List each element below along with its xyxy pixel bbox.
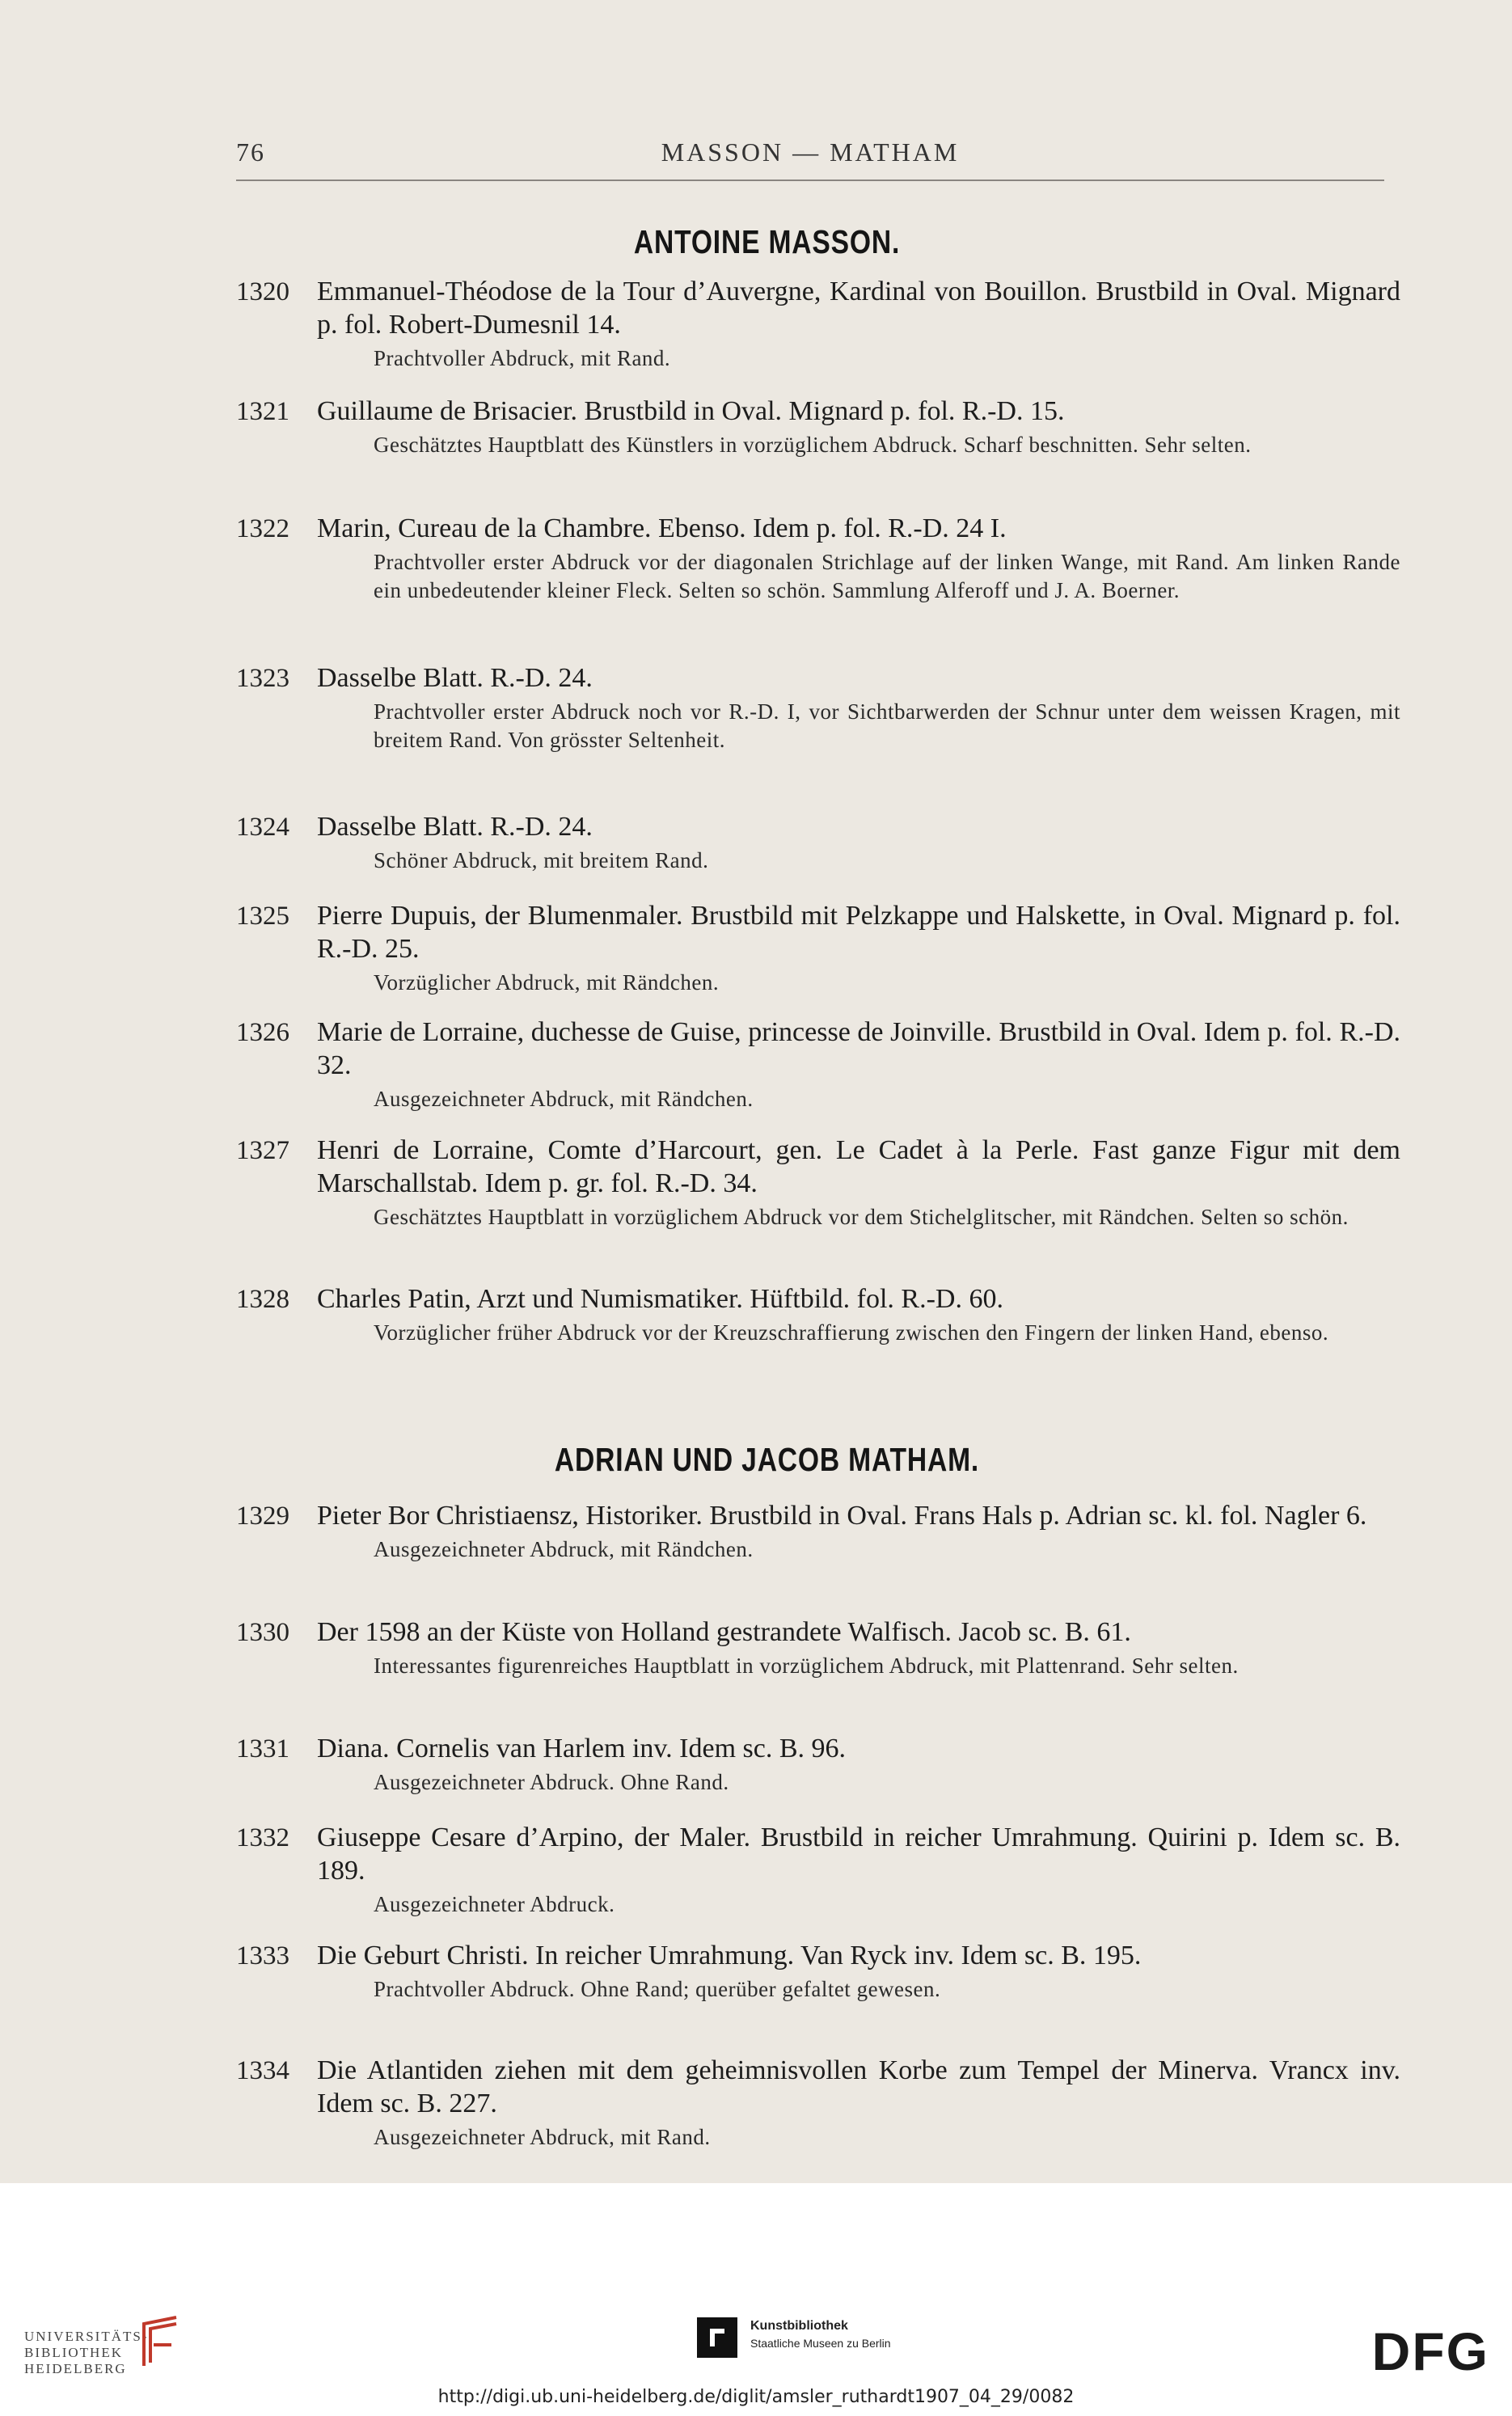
entry-note: Prachtvoller Abdruck. Ohne Rand; querüber gefaltet gewesen. xyxy=(374,1977,941,2001)
section-title-matham: ADRIAN UND JACOB MATHAM. xyxy=(554,1441,980,1478)
catalog-entry xyxy=(236,810,1400,875)
entry-note: Ausgezeichneter Abdruck, mit Rand. xyxy=(374,2125,711,2149)
entry-number: 1328 xyxy=(236,1285,289,1314)
university-logo-icon[interactable] xyxy=(136,2313,184,2374)
entry-text: Der 1598 an der Küste von Holland gestrandete Walfisch. Jacob sc. B. 61. xyxy=(317,1617,1131,1647)
catalog-entry xyxy=(236,395,1400,459)
entry-note: Ausgezeichneter Abdruck, mit Rändchen. xyxy=(374,1537,754,1561)
entry-note: Prachtvoller erster Abdruck vor der diagonalen Strichlage auf der linken Wange, mit Rand. Am linken Rande ein unbedeutender kleiner Fleck. Selten so schön. Sammlung Alferoff und J. A. Boerner. xyxy=(374,550,1400,602)
catalog-entry xyxy=(236,1016,1400,1113)
entry-number: 1324 xyxy=(236,813,289,842)
catalog-entry xyxy=(236,512,1400,605)
section-title-masson: ANTOINE MASSON. xyxy=(633,223,901,260)
entry-number: 1330 xyxy=(236,1618,289,1647)
entry-number: 1325 xyxy=(236,902,289,931)
running-title: MASSON — MATHAM xyxy=(661,137,960,167)
entry-text: Die Atlantiden ziehen mit dem geheimnisvollen Korbe zum Tempel der Minerva. Vrancx inv. Idem sc. B. 227. xyxy=(317,2055,1400,2118)
entry-text: Die Geburt Christi. In reicher Umrahmung. Van Ryck inv. Idem sc. B. 195. xyxy=(317,1941,1142,1970)
entry-number: 1334 xyxy=(236,2056,289,2085)
university-line: BIBLIOTHEK xyxy=(24,2345,123,2360)
entry-note: Ausgezeichneter Abdruck. Ohne Rand. xyxy=(374,1770,729,1794)
catalog-entry xyxy=(236,1134,1400,1231)
entry-note: Ausgezeichneter Abdruck. xyxy=(374,1892,615,1916)
entry-text: Marie de Lorraine, duchesse de Guise, princesse de Joinville. Brustbild in Oval. Idem p. fol. R.-D. 32. xyxy=(317,1017,1400,1080)
entry-note: Ausgezeichneter Abdruck, mit Rändchen. xyxy=(374,1087,754,1111)
catalog-entry xyxy=(236,1732,1400,1797)
catalog-entry xyxy=(236,899,1400,997)
running-head xyxy=(236,137,1384,176)
entry-text: Emmanuel-Théodose de la Tour d’Auvergne, Kardinal von Bouillon. Brustbild in Oval. Mignard p. fol. Robert-Dumesnil 14. xyxy=(317,277,1400,340)
library-name: Kunstbibliothek xyxy=(750,2319,848,2333)
entry-note: Geschätztes Hauptblatt in vorzüglichem Abdruck vor dem Stichelglitscher, mit Rändchen. Selten so schön. xyxy=(374,1205,1349,1229)
entry-number: 1322 xyxy=(236,514,289,543)
entry-number: 1332 xyxy=(236,1823,289,1852)
entry-number: 1333 xyxy=(236,1941,289,1970)
entry-number: 1323 xyxy=(236,664,289,693)
entry-note: Prachtvoller erster Abdruck noch vor R.-D. I, vor Sichtbarwerden der Schnur unter dem weissen Kragen, mit breitem Rand. Von grösster Seltenheit. xyxy=(374,699,1400,752)
entry-note: Vorzüglicher früher Abdruck vor der Kreuzschraffierung zwischen den Fingern der linken Hand, ebenso. xyxy=(374,1320,1329,1345)
page-url[interactable]: http://digi.ub.uni-heidelberg.de/diglit/amsler_ruthardt1907_04_29/0082 xyxy=(437,2387,1075,2407)
entry-text: Pieter Bor Christiaensz, Historiker. Brustbild in Oval. Frans Hals p. Adrian sc. kl. fol. Nagler 6. xyxy=(317,1501,1367,1531)
viewer-footer-bar xyxy=(0,2183,1512,2416)
catalog-entry xyxy=(236,2054,1400,2152)
entry-number: 1326 xyxy=(236,1018,289,1047)
catalog-entry xyxy=(236,661,1400,754)
entry-text: Diana. Cornelis van Harlem inv. Idem sc. B. 96. xyxy=(317,1734,847,1763)
university-line: UNIVERSITÄTS- xyxy=(24,2329,149,2344)
dfg-logo[interactable]: DFG xyxy=(1371,2321,1489,2381)
entry-text: Dasselbe Blatt. R.-D. 24. xyxy=(317,812,593,842)
kunstbibliothek-logo-icon[interactable] xyxy=(697,2317,737,2358)
catalog-entry xyxy=(236,275,1400,373)
header-rule xyxy=(236,180,1384,181)
catalog-entry xyxy=(236,1821,1400,1919)
entry-note: Interessantes figurenreiches Hauptblatt in vorzüglichem Abdruck, mit Plattenrand. Sehr selten. xyxy=(374,1654,1239,1678)
entry-text: Guillaume de Brisacier. Brustbild in Oval. Mignard p. fol. R.-D. 15. xyxy=(317,396,1065,426)
entry-number: 1331 xyxy=(236,1734,289,1763)
entry-note: Geschätztes Hauptblatt des Künstlers in vorzüglichem Abdruck. Scharf beschnitten. Sehr selten. xyxy=(374,433,1252,457)
entry-text: Giuseppe Cesare d’Arpino, der Maler. Brustbild in reicher Umrahmung. Quirini p. Idem sc. B. 189. xyxy=(317,1823,1400,1886)
entry-note: Vorzüglicher Abdruck, mit Rändchen. xyxy=(374,970,720,995)
page-number: 76 xyxy=(236,137,265,167)
entry-number: 1329 xyxy=(236,1502,289,1531)
catalog-entry xyxy=(236,1282,1400,1347)
catalog-entry xyxy=(236,1499,1400,1564)
entry-note: Prachtvoller Abdruck, mit Rand. xyxy=(374,346,671,370)
entry-number: 1321 xyxy=(236,397,289,426)
entry-text: Marin, Cureau de la Chambre. Ebenso. Idem p. fol. R.-D. 24 I. xyxy=(317,513,1007,543)
entry-text: Dasselbe Blatt. R.-D. 24. xyxy=(317,663,593,693)
kunstbibliothek-label[interactable] xyxy=(750,2317,891,2351)
entry-note: Schöner Abdruck, mit breitem Rand. xyxy=(374,848,709,872)
entry-text: Henri de Lorraine, Comte d’Harcourt, gen. Le Cadet à la Perle. Fast ganze Figur mit dem Marschallstab. Idem p. gr. fol. R.-D. 34. xyxy=(317,1135,1400,1198)
entry-text: Charles Patin, Arzt und Numismatiker. Hüftbild. fol. R.-D. 60. xyxy=(317,1284,1003,1314)
entry-number: 1320 xyxy=(236,277,289,306)
university-line: HEIDELBERG xyxy=(24,2361,127,2376)
catalog-entry xyxy=(236,1939,1400,2004)
entry-text: Pierre Dupuis, der Blumenmaler. Brustbild mit Pelzkappe und Halskette, in Oval. Mignard p. fol. R.-D. 25. xyxy=(317,901,1400,964)
entry-number: 1327 xyxy=(236,1136,289,1165)
library-sub: Staatliche Museen zu Berlin xyxy=(750,2337,891,2350)
catalog-entry xyxy=(236,1616,1400,1680)
